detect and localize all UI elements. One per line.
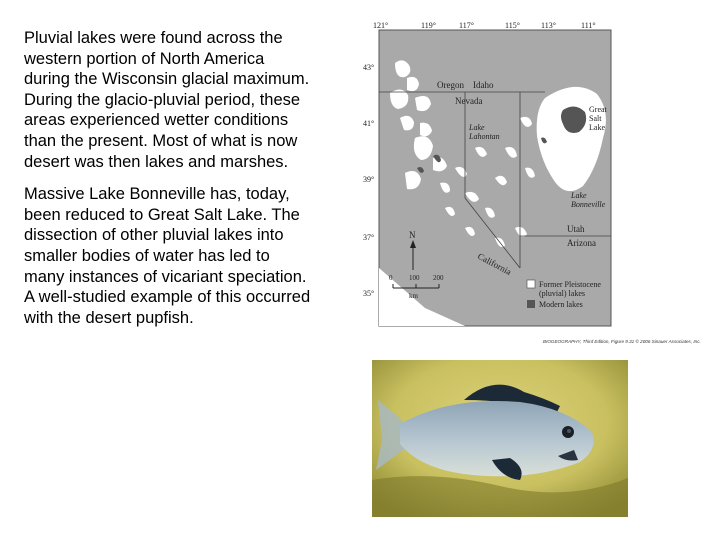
pluvial-lakes-map [345,18,715,348]
great-salt-lake-label-1: Great [589,105,607,114]
lat-35: 35° [363,289,375,298]
lat-43: 43° [363,63,375,72]
lon-117: 117° [459,21,474,30]
paragraph-lake-bonneville: Massive Lake Bonneville has, today, been reduced to Great Salt Lake. The dissection of other pluvial lakes into smaller bodies of water has led to many instances of vicariant speciation. A well-studied example of this occurred with the desert pupfish. [24,185,311,327]
lon-113: 113° [541,21,556,30]
scale-tick-100: 100 [409,274,420,282]
state-arizona: Arizona [567,238,596,248]
great-salt-lake-label-3: Lake [589,123,605,132]
lake-bonneville-label-2: Bonneville [571,200,606,209]
state-california: California [476,250,513,277]
state-utah: Utah [567,224,585,234]
lon-121: 121° [373,21,389,30]
legend-former-label-2: (pluvial) lakes [539,289,585,298]
latitude-labels [363,63,374,298]
lon-111: 111° [581,21,596,30]
paragraph-pluvial-lakes: Pluvial lakes were found across the western portion of North America during the Wisconsin glacial maximum. During the glacio-pluvial period, these areas experienced wetter conditions than the present. Most of what is now desert was then lakes and marshes. [24,29,310,171]
legend-modern-label: Modern lakes [539,300,583,309]
legend-modern-swatch [527,300,535,308]
scale-tick-0: 0 [389,274,393,282]
scale-unit: km [409,292,418,300]
lon-119: 119° [421,21,436,30]
state-oregon: Oregon [437,80,464,90]
state-idaho: Idaho [473,80,494,90]
longitude-labels [373,21,596,30]
lake-lahontan-label-1: Lake [469,123,485,132]
north-label: N [409,230,416,240]
scale-tick-200: 200 [433,274,444,282]
state-nevada: Nevada [455,96,483,106]
legend-former-label-1: Former Pleistocene [539,280,601,289]
body-text [24,28,314,340]
great-salt-lake-label-2: Salt [589,114,602,123]
lat-39: 39° [363,175,375,184]
lake-lahontan-label-2: Lahontan [469,132,500,141]
legend-former-swatch [527,280,535,288]
lon-115: 115° [505,21,520,30]
desert-pupfish-photo [372,360,628,517]
lat-37: 37° [363,233,375,242]
lat-41: 41° [363,119,375,128]
lake-bonneville-label-1: Lake [571,191,587,200]
figure-caption: BIOGEOGRAPHY, Third Edition, Figure 9.31 © 2006 Sinauer Associates, Inc. [543,339,701,344]
